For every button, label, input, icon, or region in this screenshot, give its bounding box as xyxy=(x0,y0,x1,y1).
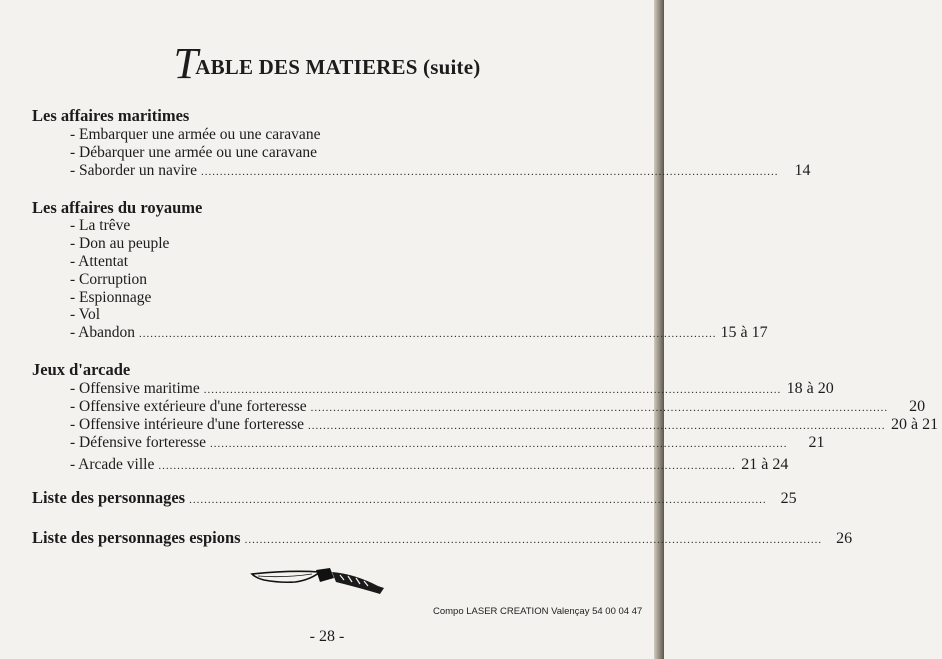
toc-entry-label: - Offensive intérieure d'une forteresse xyxy=(70,416,305,433)
dot-leader: .......................................................................................................................................................... xyxy=(308,420,886,432)
dot-leader: .......................................................................................................................................................... xyxy=(200,166,779,178)
toc-item: - Vol xyxy=(70,306,101,323)
toc-item: - Embarquer une armée ou une caravane xyxy=(70,126,321,143)
toc-entry-page: 20 à 21 xyxy=(890,416,939,433)
toc-item: - Espionnage xyxy=(70,289,152,306)
printer-credit: Compo LASER CREATION Valençay 54 00 04 47 xyxy=(433,606,643,617)
dot-leader: .......................................................................................................................................................... xyxy=(244,534,823,546)
toc-entry-page: 21 xyxy=(808,434,825,451)
toc-entry-espions xyxy=(32,528,853,548)
section-heading-royaume: Les affaires du royaume xyxy=(32,198,203,217)
toc-entry-page: 20 xyxy=(909,398,926,415)
toc-entry-label: Liste des personnages espions xyxy=(32,528,241,547)
toc-item: - Attentat xyxy=(70,253,129,270)
toc-entry-label: - Défensive forteresse xyxy=(70,434,206,451)
toc-entry xyxy=(70,380,834,398)
section-heading-maritime: Les affaires maritimes xyxy=(32,106,190,125)
toc-entry-label: Liste des personnages xyxy=(32,488,186,507)
dot-leader: .......................................................................................................................................................... xyxy=(210,438,788,450)
toc-entry-personnages xyxy=(32,488,797,508)
dagger-icon xyxy=(250,566,390,605)
toc-entry xyxy=(70,398,926,416)
toc-entry-page: 26 xyxy=(836,530,853,547)
toc-entry-label: - Abandon xyxy=(70,324,136,341)
toc-item: - La trêve xyxy=(70,217,131,234)
toc-item: - Corruption xyxy=(70,271,148,288)
toc-entry-page: 14 xyxy=(794,162,811,179)
toc-entry-label: - Saborder un navire xyxy=(70,162,197,179)
title-text: ABLE DES MATIERES (suite) xyxy=(195,55,481,79)
toc-entry xyxy=(70,324,768,342)
toc-entry-page: 15 à 17 xyxy=(720,324,768,341)
toc-entry xyxy=(70,416,939,434)
toc-entry-label: - Arcade ville xyxy=(70,456,155,473)
page-title xyxy=(0,38,654,89)
toc-entry xyxy=(70,434,825,452)
toc-item: - Débarquer une armée ou une caravane xyxy=(70,144,317,161)
toc-entry xyxy=(70,456,789,474)
toc-entry xyxy=(70,162,811,180)
section-heading-arcade: Jeux d'arcade xyxy=(32,360,131,379)
toc-entry-label: - Offensive maritime xyxy=(70,380,200,397)
dot-leader: .......................................................................................................................................................... xyxy=(139,328,717,340)
toc-entry-page: 18 à 20 xyxy=(786,380,834,397)
toc-entry-label: - Offensive extérieure d'une forteresse xyxy=(70,398,307,415)
title-initial: T xyxy=(173,39,199,88)
toc-entry-page: 21 à 24 xyxy=(741,456,789,473)
dot-leader: .......................................................................................................................................................... xyxy=(203,384,782,396)
dot-leader: .......................................................................................................................................................... xyxy=(310,402,889,414)
dot-leader: .......................................................................................................................................................... xyxy=(158,460,736,472)
toc-item: - Don au peuple xyxy=(70,235,170,252)
toc-entry-page: 25 xyxy=(780,490,797,507)
dot-leader: .......................................................................................................................................................... xyxy=(189,494,767,506)
page-number: - 28 - xyxy=(309,628,345,645)
